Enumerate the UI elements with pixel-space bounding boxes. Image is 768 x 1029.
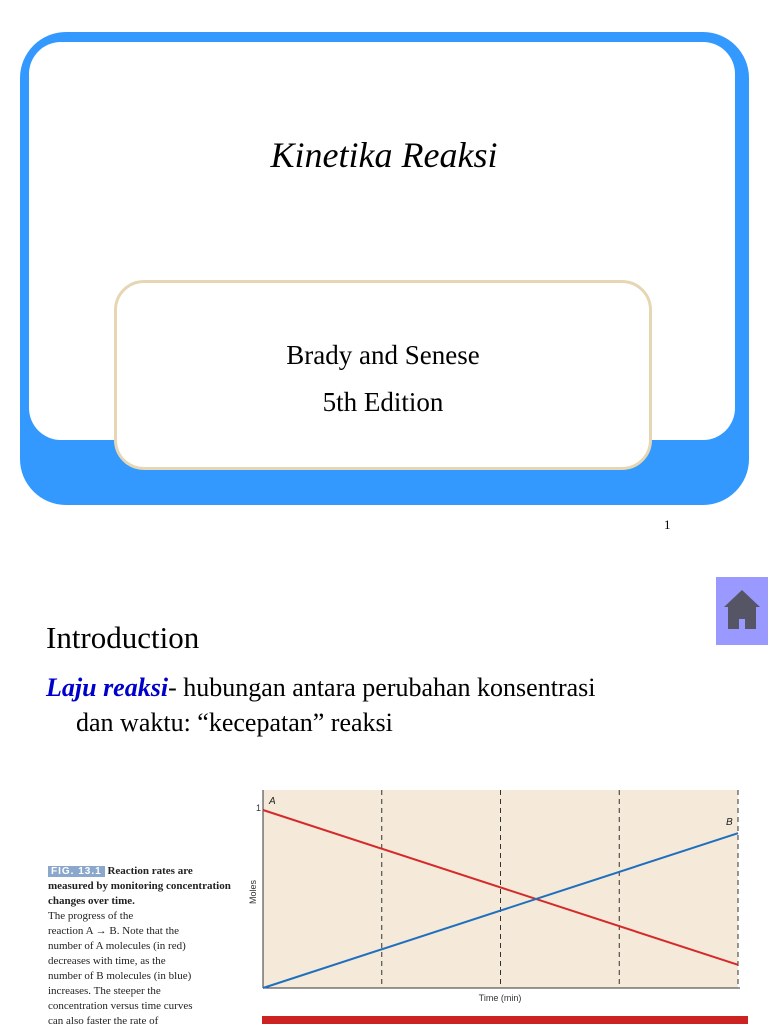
moles-vs-time-chart — [244, 780, 750, 1010]
page-number: 1 — [664, 517, 671, 532]
subtitle-box — [114, 280, 652, 470]
y-axis-label: Moles — [248, 879, 258, 905]
home-icon — [716, 577, 768, 645]
figure-caption — [48, 864, 238, 1029]
series-label-b: B — [726, 817, 733, 829]
body-line-1-text: - hubungan antara perubahan konsentrasi — [168, 673, 596, 702]
y-tick-1: 1 — [256, 803, 262, 813]
body-line-2: dan waktu: “kecepatan” reaksi — [76, 708, 393, 737]
caption-line: concentration versus time curves — [48, 1000, 193, 1012]
caption-line: number of A molecules (in red) — [48, 940, 186, 952]
caption-line: The progress of the — [48, 910, 134, 922]
figure-caption-bold: Reaction rates are measured by monitoring concentration changes over time. — [48, 865, 231, 907]
caption-line: can also faster the rate of — [48, 1015, 159, 1027]
subtitle-authors: Brady and Senese — [286, 340, 480, 370]
x-axis-label: Time (min) — [478, 993, 522, 1003]
body-line-1 — [46, 673, 595, 703]
home-button[interactable] — [716, 577, 768, 645]
caption-line: decreases with time, as the — [48, 955, 166, 967]
next-figure-strip — [262, 1016, 748, 1024]
figure-label: FIG. 13.1 — [48, 866, 105, 877]
figure-caption-text — [48, 909, 238, 1029]
subtitle-edition: 5th Edition — [322, 387, 444, 417]
caption-line: increases. The steeper the — [48, 985, 161, 997]
caption-line: reaction A → B. Note that the — [48, 925, 180, 937]
caption-line: number of B molecules (in blue) — [48, 970, 192, 982]
slide-title: Kinetika Reaksi — [270, 135, 498, 175]
section-heading: Introduction — [46, 620, 200, 655]
key-term: Laju reaksi — [46, 673, 169, 702]
series-label-a: A — [269, 796, 276, 807]
